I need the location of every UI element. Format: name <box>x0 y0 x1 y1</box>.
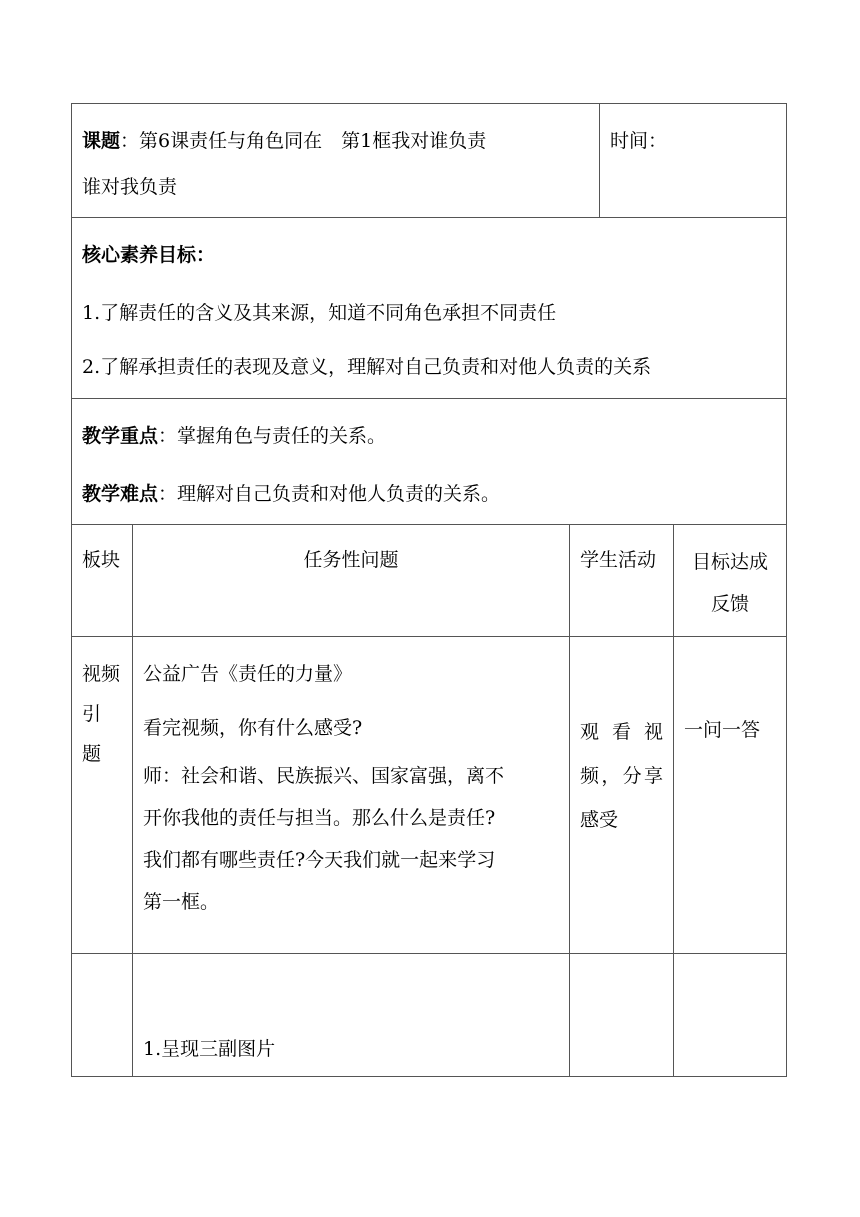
video-activity-line: 感受 <box>580 809 619 831</box>
teaching-difficulty-text: ：理解对自己负责和对他人负责的关系。 <box>158 483 501 505</box>
video-feedback-cell <box>674 637 787 954</box>
title-label: 课题 <box>82 130 121 152</box>
image-task-row <box>72 954 787 1077</box>
image-feedback-cell <box>674 954 787 1077</box>
video-task-cell <box>133 637 570 954</box>
header-feedback-line-1: 目标达成 <box>692 551 769 573</box>
teaching-focus-text: ：掌握角色与责任的关系。 <box>158 425 387 447</box>
title-line-2: 谁对我负责 <box>82 176 178 198</box>
title-colon: ： <box>120 130 140 152</box>
core-goals-cell <box>72 218 787 399</box>
title-text: 第6课责任与角色同在 第1框我对谁负责 <box>139 130 487 152</box>
core-goals-row <box>72 218 787 399</box>
header-task <box>133 525 570 637</box>
core-goals-heading: 核心素养目标： <box>82 244 216 266</box>
image-task-cell <box>133 954 570 1077</box>
video-task-line: 看完视频，你有什么感受? <box>143 717 363 739</box>
video-section-cell <box>72 637 133 954</box>
core-goal-item: 1.了解责任的含义及其来源，知道不同角色承担不同责任 <box>82 302 557 324</box>
video-task-line: 师：社会和谐、民族振兴、国家富强，离不 <box>143 765 505 787</box>
video-section-line: 引 <box>82 703 102 725</box>
header-activity-label: 学生活动 <box>580 549 657 571</box>
time-label: 时间： <box>610 130 668 152</box>
video-activity-cell <box>570 637 674 954</box>
title-row <box>72 104 787 218</box>
image-activity-cell <box>570 954 674 1077</box>
title-cell <box>72 104 600 218</box>
video-section-line: 题 <box>82 743 102 765</box>
video-feedback-text: 一问一答 <box>684 719 761 741</box>
video-task-line: 公益广告《责任的力量》 <box>143 663 353 685</box>
teaching-focus <box>82 423 776 449</box>
video-task-line: 第一框。 <box>143 891 220 913</box>
key-points-row <box>72 399 787 525</box>
lesson-plan-table <box>71 103 787 1077</box>
video-section-line: 视频 <box>82 663 121 685</box>
header-feedback <box>674 525 787 637</box>
time-cell <box>600 104 787 218</box>
header-activity <box>570 525 674 637</box>
video-activity-line: 频，分享 <box>580 765 664 787</box>
core-goal-item: 2.了解承担责任的表现及意义，理解对自己负责和对他人负责的关系 <box>82 356 652 378</box>
video-activity-line: 观看视 <box>580 721 664 743</box>
teaching-focus-label: 教学重点 <box>82 425 159 447</box>
title-line-1 <box>82 128 589 154</box>
image-section-cell <box>72 954 133 1077</box>
teaching-difficulty-label: 教学难点 <box>82 483 159 505</box>
header-section <box>72 525 133 637</box>
video-task-line: 我们都有哪些责任?今天我们就一起来学习 <box>143 849 496 871</box>
video-task-line: 开你我他的责任与担当。那么什么是责任? <box>143 807 496 829</box>
key-points-cell <box>72 399 787 525</box>
column-header-row <box>72 525 787 637</box>
header-section-label: 板块 <box>82 549 121 571</box>
header-task-label: 任务性问题 <box>303 549 399 571</box>
teaching-difficulty <box>82 481 776 507</box>
header-feedback-line-2: 反馈 <box>711 593 750 615</box>
image-task-text: 1.呈现三副图片 <box>143 1038 276 1060</box>
video-intro-row <box>72 637 787 954</box>
